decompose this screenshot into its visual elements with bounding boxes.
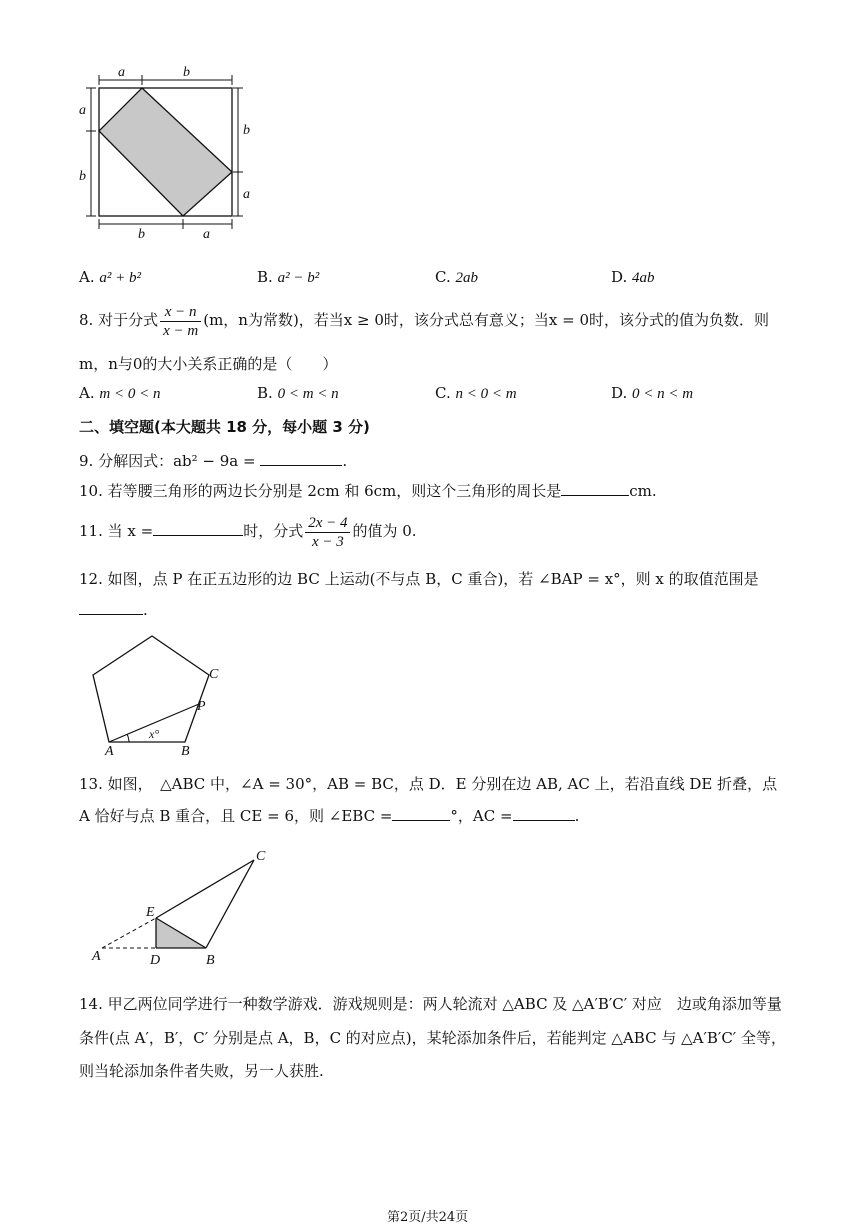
section-heading: 二、填空题(本大题共 18 分，每小题 3 分) xyxy=(79,418,370,436)
q14-line2: 条件(点 A′，B′，C′ 分别是点 A，B，C 的对应点)，某轮添加条件后，若能判定 △ABC 与 △A′B′C′ 全等， xyxy=(79,1029,786,1047)
q8-suffix: (m，n为常数)，若当x ≥ 0时，该分式总有意义；当x = 0时，该分式的值为负数．则 xyxy=(203,311,770,329)
label-b-top: b xyxy=(183,65,190,80)
label-A: A xyxy=(92,949,101,964)
page-footer: 第2页/共24页 xyxy=(387,1210,469,1225)
q8-line2 xyxy=(79,353,337,374)
q13-answer-blank-2[interactable] xyxy=(513,806,575,821)
label-a-bottom: a xyxy=(203,227,210,242)
q11-denominator: x − 3 xyxy=(311,533,344,550)
q8-option-c xyxy=(435,384,517,403)
q7-option-letter: C. xyxy=(435,268,451,286)
q10 xyxy=(79,480,657,501)
q13-answer-blank-1[interactable] xyxy=(392,806,450,821)
label-B: B xyxy=(206,953,215,968)
square-rectangle-figure xyxy=(75,64,255,244)
q8-option-expr: 0 < m < n xyxy=(277,386,339,402)
q8-prefix: 8. 对于分式 xyxy=(79,311,159,329)
q14-line3: 则当轮添加条件者失败，另一人获胜. xyxy=(79,1062,324,1080)
q9-end: . xyxy=(342,452,348,470)
q11-fraction xyxy=(305,514,350,551)
label-B: B xyxy=(181,744,190,759)
q7-option-letter: A. xyxy=(79,268,95,286)
label-angle-x: x° xyxy=(149,727,160,741)
q11 xyxy=(79,510,417,552)
q8-option-d xyxy=(611,384,693,403)
q12-line2 xyxy=(79,600,148,619)
label-a-left: a xyxy=(79,103,86,118)
q8-line1 xyxy=(79,300,769,340)
q8-option-letter: B. xyxy=(257,384,273,402)
q8-option-letter: A. xyxy=(79,384,95,402)
q11-answer-blank[interactable] xyxy=(153,521,243,536)
q13-line2-a: A 恰好与点 B 重合，且 CE = 6，则 ∠EBC = xyxy=(79,807,393,825)
q8-option-a xyxy=(79,384,160,403)
q7-option-expr: 4ab xyxy=(632,270,655,286)
q13-line1: 13. 如图， △ABC 中，∠A = 30°，AB = BC，点 D．E 分别在边 AB, AC 上，若沿直线 DE 折叠，点 xyxy=(79,775,778,793)
q9 xyxy=(79,450,347,471)
q9-answer-blank[interactable] xyxy=(260,451,342,466)
q13-line2 xyxy=(79,805,579,826)
q8-option-expr: m < 0 < n xyxy=(99,386,161,402)
label-b-right: b xyxy=(243,123,250,138)
q7-option-d xyxy=(611,268,655,287)
q11-numerator: 2x − 4 xyxy=(305,514,350,533)
q13-line2-end: . xyxy=(574,807,580,825)
q8-line2-text: m，n与0的大小关系正确的是（ ） xyxy=(79,355,338,373)
q12-answer-blank[interactable] xyxy=(79,600,143,615)
q10-answer-blank[interactable] xyxy=(561,481,629,496)
q10-text: 10. 若等腰三角形的两边长分别是 2cm 和 6cm，则这个三角形的周长是 xyxy=(79,482,562,500)
label-C: C xyxy=(256,849,266,864)
q7-option-c xyxy=(435,268,478,287)
q7-option-expr: 2ab xyxy=(455,270,478,286)
label-A: A xyxy=(105,744,114,759)
q8-option-letter: D. xyxy=(611,384,628,402)
q8-option-b xyxy=(257,384,339,403)
q14-line1: 14. 甲乙两位同学进行一种数学游戏．游戏规则是：两人轮流对 △ABC 及 △A′B′C′ 对应 边或角添加等量 xyxy=(79,995,782,1013)
label-b-bottom: b xyxy=(138,227,145,242)
q7-option-a xyxy=(79,268,141,287)
q12-end: . xyxy=(143,601,148,619)
q7-option-expr: a² − b² xyxy=(277,270,320,286)
q13-line2-b: °，AC = xyxy=(450,807,513,825)
q11-prefix: 11. 当 x = xyxy=(79,522,154,540)
q11-suffix: 的值为 0. xyxy=(352,522,417,540)
q11-mid: 时，分式 xyxy=(243,522,304,540)
q8-fraction xyxy=(160,303,201,340)
label-b-left: b xyxy=(79,169,86,184)
q7-option-b xyxy=(257,268,319,287)
label-D: D xyxy=(150,953,161,968)
q7-option-letter: B. xyxy=(257,268,273,286)
q7-option-letter: D. xyxy=(611,268,628,286)
q8-numerator: x − n xyxy=(160,303,201,322)
label-P: P xyxy=(197,699,206,714)
q7-option-expr: a² + b² xyxy=(99,270,142,286)
triangle-fold-figure xyxy=(88,842,288,972)
q8-option-letter: C. xyxy=(435,384,451,402)
label-a-right: a xyxy=(243,187,250,202)
q9-text: 9. 分解因式：ab² − 9a = xyxy=(79,452,256,470)
pentagon-figure xyxy=(85,628,235,763)
q10-end: cm. xyxy=(629,482,657,500)
label-a-top: a xyxy=(118,65,125,80)
q8-option-expr: 0 < n < m xyxy=(632,386,694,402)
label-E: E xyxy=(146,905,155,920)
label-C: C xyxy=(209,667,219,682)
q8-option-expr: n < 0 < m xyxy=(455,386,517,402)
q12-line1: 12. 如图，点 P 在正五边形的边 BC 上运动(不与点 B，C 重合)，若 ∠BAP = x°，则 x 的取值范围是 xyxy=(79,570,759,588)
q8-denominator: x − m xyxy=(163,322,199,339)
